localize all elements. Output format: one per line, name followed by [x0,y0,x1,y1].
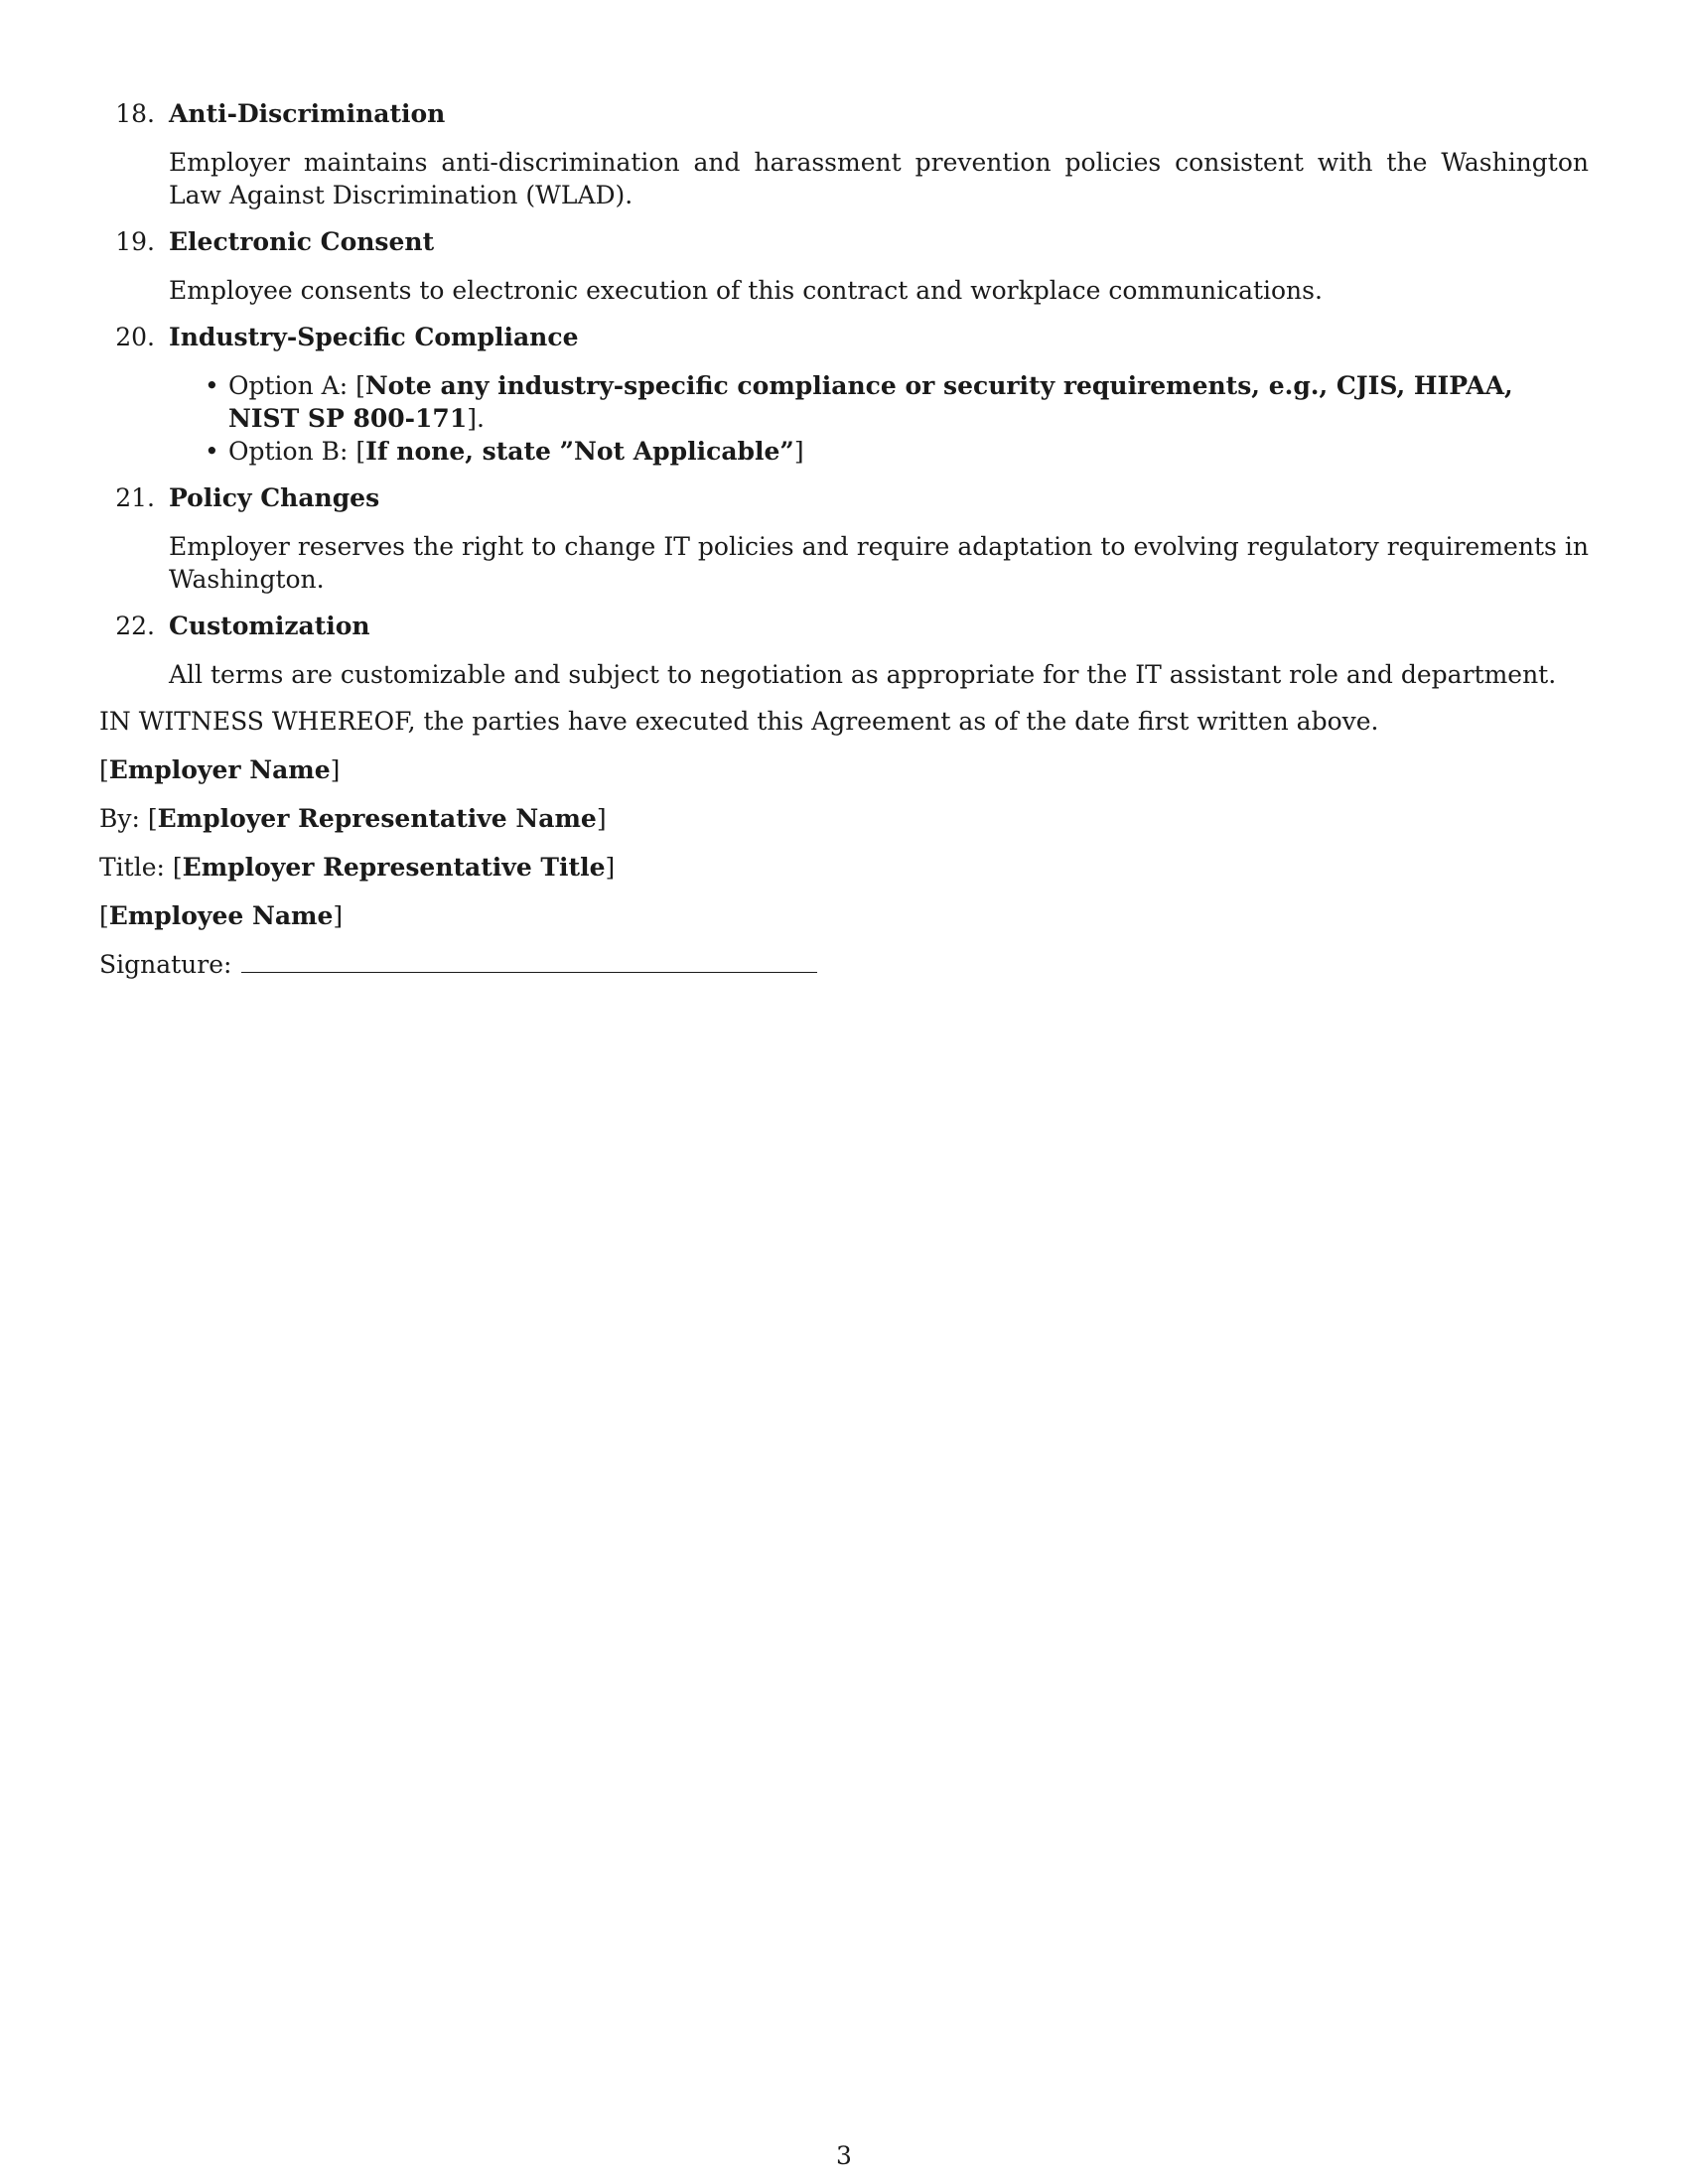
section-electronic-consent [99,225,1589,307]
option-b-suffix: ] [793,437,804,466]
section-body: Employer reserves the right to change IT policies and require adaptation to evolving regulatory requirements in Washington. [169,532,1589,594]
document-page [99,97,1589,997]
signature-block [99,705,1589,981]
section-title: Anti-Discrimination [169,99,446,128]
section-policy-changes [99,481,1589,596]
witness-statement: IN WITNESS WHEREOF, the parties have executed this Agreement as of the date first written above. [99,707,1379,736]
employee-name-placeholder: Employee Name [108,901,334,930]
title-label: Title: [99,853,165,882]
option-b-prefix: Option B: [ [228,437,366,466]
section-number: 20. [115,323,155,351]
section-title: Industry-Specific Compliance [169,323,579,351]
section-body: All terms are customizable and subject to negotiation as appropriate for the IT assistant role and department. [169,660,1557,689]
section-body: Employer maintains anti-discrimination and harassment prevention policies consistent with the Washington Law Against Discrimination (WLAD). [169,148,1589,209]
section-heading [99,481,1589,514]
employer-name-placeholder: Employer Name [108,755,331,784]
section-anti-discrimination [99,97,1589,211]
employer-rep-title-line: Title: [Employer Representative Title] [99,853,616,882]
by-label: By: [99,804,140,833]
section-body: Employee consents to electronic execution of this contract and workplace communications. [169,276,1323,305]
employer-rep-line: By: [Employer Representative Name] [99,804,607,833]
employee-name-line: [Employee Name] [99,901,344,930]
option-a-suffix: ]. [467,404,485,433]
option-a-placeholder: Note any industry-specific compliance or security requirements, e.g., CJIS, HIPAA, NIST SP 800-171 [228,371,1513,433]
signature-line-row [99,948,1589,981]
section-number: 19. [115,227,155,256]
option-list [99,369,1589,468]
section-heading [99,321,1589,353]
section-heading [99,610,1589,642]
bullet-icon: • [205,371,219,400]
signature-label: Signature: [99,950,232,979]
bullet-icon: • [205,437,219,466]
section-industry-compliance [99,321,1589,468]
section-number: 22. [115,612,155,640]
section-title: Electronic Consent [169,227,435,256]
signature-line[interactable] [241,950,817,973]
section-title: Customization [169,612,370,640]
option-b-placeholder: If none, state ”Not Applicable” [365,437,794,466]
employer-rep-title-placeholder: Employer Representative Title [182,853,606,882]
section-number: 21. [115,483,155,512]
section-number: 18. [115,99,155,128]
section-heading [99,97,1589,130]
option-a-prefix: Option A: [ [228,371,365,400]
option-b-item [205,435,1589,468]
employer-rep-name-placeholder: Employer Representative Name [157,804,597,833]
section-title: Policy Changes [169,483,380,512]
employer-name-line: [Employer Name] [99,755,341,784]
section-heading [99,225,1589,258]
page-number: 3 [836,2141,852,2170]
option-a-item [205,369,1589,435]
section-customization [99,610,1589,691]
